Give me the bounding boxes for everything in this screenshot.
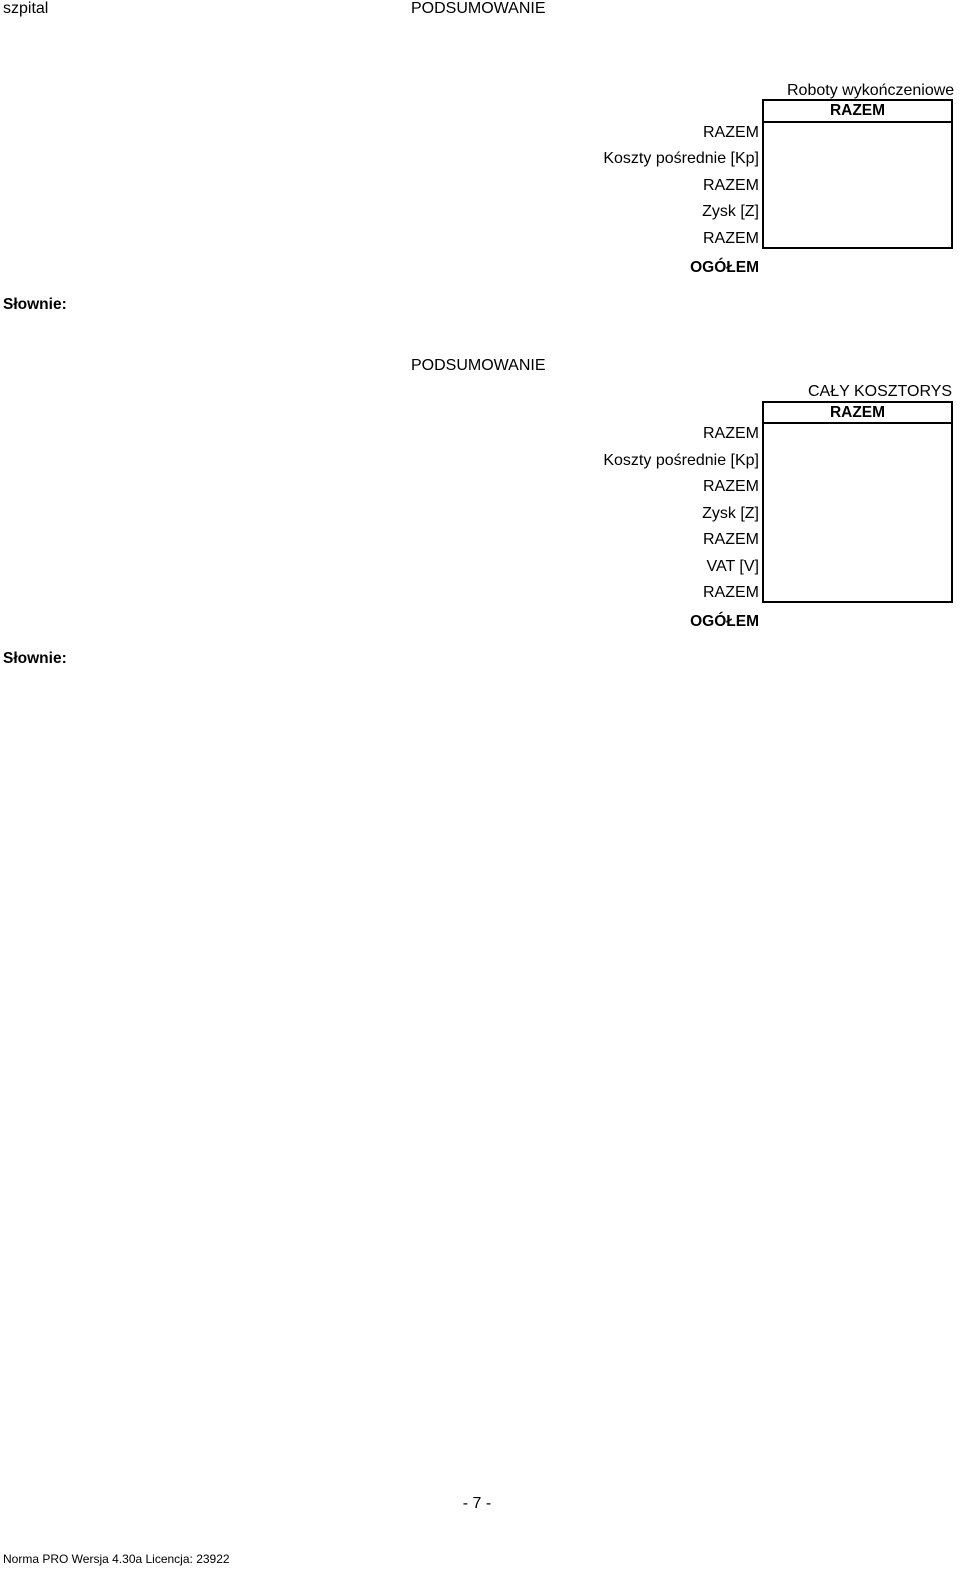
total-label: OGÓŁEM (690, 613, 759, 630)
total-label: OGÓŁEM (690, 259, 759, 276)
column-header: RAZEM (829, 102, 886, 119)
row-label: Zysk [Z] (702, 505, 759, 522)
row-label: RAZEM (703, 478, 759, 495)
column-title: Roboty wykończeniowe (787, 82, 955, 99)
column-title: CAŁY KOSZTORYS (808, 383, 953, 400)
column-header: RAZEM (829, 404, 886, 421)
row-label: RAZEM (703, 584, 759, 601)
row-label: Koszty pośrednie [Kp] (603, 452, 759, 469)
section-title: PODSUMOWANIE (411, 357, 546, 374)
row-label: RAZEM (703, 230, 759, 247)
page-section-title: PODSUMOWANIE (411, 0, 546, 17)
row-label: Koszty pośrednie [Kp] (603, 150, 759, 167)
project-name: szpital (3, 0, 49, 17)
row-label: RAZEM (703, 124, 759, 141)
amount-in-words-label: Słownie: (3, 650, 67, 667)
software-info: Norma PRO Wersja 4.30a Licencja: 23922 (3, 1552, 230, 1566)
row-label: RAZEM (703, 425, 759, 442)
amount-column-box (762, 401, 953, 603)
amount-in-words-label: Słownie: (3, 296, 67, 313)
row-label: Zysk [Z] (702, 203, 759, 220)
header-divider (762, 121, 953, 123)
row-label: VAT [V] (706, 558, 759, 575)
header-divider (762, 422, 953, 424)
row-label: RAZEM (703, 531, 759, 548)
page-number: - 7 - (462, 1495, 492, 1512)
row-label: RAZEM (703, 177, 759, 194)
